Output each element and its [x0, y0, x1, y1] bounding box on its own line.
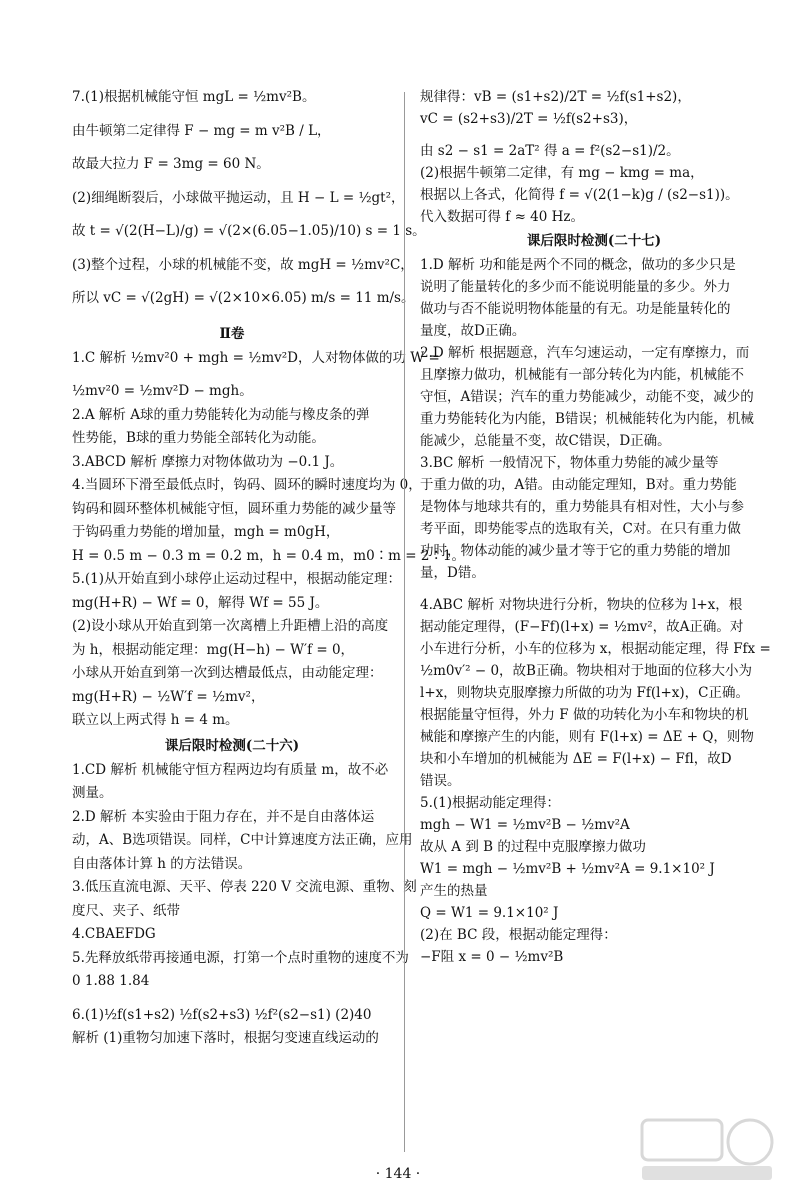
text-line: 动，A、B选项错误。同样，C中计算速度方法正确，应用	[72, 832, 413, 848]
text-line: 所以 vC = √(2gH) = √(2×10×6.05) m/s = 11 m/s。	[72, 290, 415, 306]
spacer	[420, 584, 768, 594]
text-line: 量，D错。	[420, 565, 485, 581]
text-line: 1.C 解析 ½mv²0 + mgh = ½mv²D，人对物体做的功 W =	[72, 349, 440, 366]
text-line: 能减少，总能量不变，故C错误，D正确。	[420, 433, 671, 449]
text-line: 由 s2 − s1 = 2aT² 得 a = f²(s2−s1)/2。	[420, 143, 680, 159]
spacer	[72, 277, 392, 287]
text-line: 产生的热量	[420, 883, 488, 899]
text-line: 3.ABCD 解析 摩擦力对物体做功为 −0.1 J。	[72, 453, 344, 470]
text-line: (2)细绳断裂后，小球做平抛运动，且 H − L = ½gt²，	[72, 189, 405, 206]
section-title: 课后限时检测(二十六)	[164, 737, 300, 754]
spacer	[72, 370, 392, 380]
text-line: 械能和摩擦产生的内能，则有 F(l+x) = ΔE + Q，则物	[420, 729, 754, 745]
text-line: (2)在 BC 段，根据动能定理得：	[420, 927, 617, 943]
text-line: 重力势能转化为内能，B错误；机械能转化为内能，机械	[420, 411, 754, 427]
text-line: 5.先释放纸带再接通电源，打第一个点时重物的速度不为	[72, 949, 409, 966]
spacer	[72, 110, 392, 120]
spacer	[72, 210, 392, 220]
text-line: 于钩码重力势能的增加量，mgh = m0gH，	[72, 524, 340, 540]
text-line: 小球从开始直到第一次到达槽最低点，由动能定理：	[72, 665, 383, 681]
text-line: 据动能定理得，(F−Ff)(l+x) = ½mv²，故A正确。对	[420, 619, 744, 635]
section-title: 课后限时检测(二十七)	[526, 233, 662, 249]
text-line: 钩码和圆环整体机械能守恒，圆环重力势能的减少量等	[72, 500, 396, 517]
text-line: 1.CD 解析 机械能守恒方程两边均有质量 m，故不必	[72, 761, 389, 778]
text-line: 功时，物体动能的减少量才等于它的重力势能的增加	[420, 543, 731, 559]
spacer	[72, 177, 392, 187]
text-line: 故 t = √(2(H−L)/g) = √(2×(6.05−1.05)/10) s = 1 s。	[72, 223, 426, 239]
text-line: 且摩擦力做功，机械能有一部分转化为内能，机械能不	[420, 367, 744, 383]
spacer	[72, 244, 392, 254]
text-line: 2.D 解析 根据题意，汽车匀速运动，一定有摩擦力，而	[420, 345, 750, 361]
text-line: 度尺、夹子、纸带	[72, 902, 180, 919]
text-line: 性势能，B球的重力势能全部转化为动能。	[72, 430, 325, 446]
text-line: H = 0.5 m − 0.3 m = 0.2 m，h = 0.4 m，m0∶m = 2∶1。	[72, 547, 466, 564]
spacer	[72, 994, 392, 1004]
text-line: Q = W1 = 9.1×10² J	[420, 905, 559, 921]
text-line: 根据能量守恒得，外力 F 做的功转化为小车和物块的机	[420, 707, 749, 723]
text-line: W1 = mgh − ½mv²B + ½mv²A = 9.1×10² J	[420, 861, 715, 877]
text-line: 1.D 解析 功和能是两个不同的概念，做功的多少只是	[420, 257, 736, 273]
text-line: 6.(1)½f(s1+s2) ½f(s2+s3) ½f²(s2−s1) (2)40	[72, 1006, 372, 1023]
text-line: 错误。	[420, 773, 461, 789]
spacer	[420, 130, 768, 140]
text-line: (2)设小球从开始直到第一次离槽上升距槽上沿的高度	[72, 618, 389, 634]
section-title: Ⅱ卷	[219, 325, 245, 342]
text-line: ½m0v′² − 0，故B正确。物块相对于地面的位移大小为	[420, 663, 752, 679]
right-column	[420, 86, 771, 968]
text-line: mg(H+R) − Wf = 0，解得 Wf = 55 J。	[72, 594, 329, 611]
column-divider	[404, 92, 405, 1152]
text-line: vC = (s2+s3)/2T = ½f(s2+s3)，	[420, 111, 638, 127]
text-line: (3)整个过程，小球的机械能不变，故 mgH = ½mv²C，	[72, 256, 414, 273]
text-line: 4.CBAEFDG	[72, 926, 156, 942]
spacer	[72, 311, 392, 321]
text-line: mgh − W1 = ½mv²B − ½mv²A	[420, 817, 630, 833]
text-line: 根据以上各式，化简得 f = √(2(1−k)g / (s2−s1))。	[420, 187, 739, 203]
text-line: 2.A 解析 A球的重力势能转化为动能与橡皮条的弹	[72, 406, 370, 423]
text-line: 做功与否不能说明物体能量的有无。功是能量转化的	[420, 301, 731, 317]
text-line: 代入数据可得 f ≈ 40 Hz。	[420, 209, 585, 225]
text-line: 守恒，A错误；汽车的重力势能减少，动能不变，减少的	[420, 389, 754, 405]
text-line: 联立以上两式得 h = 4 m。	[72, 712, 239, 728]
text-line: 4.当圆环下滑至最低点时，钩码、圆环的瞬时速度均为 0，	[72, 477, 422, 493]
text-line: −F阻 x = 0 − ½mv²B	[420, 949, 564, 965]
text-line: 故从 A 到 B 的过程中克服摩擦力做功	[420, 839, 646, 855]
text-line: 测量。	[72, 785, 113, 801]
text-line: 规律得：vB = (s1+s2)/2T = ½f(s1+s2)，	[420, 89, 691, 105]
text-line: 考平面，即势能零点的选取有关，C对。在只有重力做	[420, 521, 741, 537]
text-line: 为 h，根据动能定理：mg(H−h) − W′f = 0，	[72, 641, 355, 658]
spacer	[72, 143, 392, 153]
text-line: 说明了能量转化的多少而不能说明能量的多少。外力	[420, 279, 731, 295]
text-line: 块和小车增加的机械能为 ΔE = F(l+x) − Ffl，故D	[420, 751, 732, 767]
text-line: 小车进行分析，小车的位移为 x，根据动能定理，得 Ffx =	[420, 641, 771, 657]
text-line: 7.(1)根据机械能守恒 mgL = ½mv²B。	[72, 89, 316, 105]
text-line: (2)根据牛顿第二定律，有 mg − kmg = ma，	[420, 165, 704, 181]
text-line: 5.(1)根据动能定理得：	[420, 795, 561, 811]
text-line: 3.BC 解析 一般情况下，物体重力势能的减少量等	[420, 455, 719, 471]
text-line: 2.D 解析 本实验由于阻力存在，并不是自由落体运	[72, 808, 375, 825]
text-line: 于重力做的功，A错。由动能定理知，B对。重力势能	[420, 477, 737, 493]
text-line: 故最大拉力 F = 3mg = 60 N。	[72, 156, 270, 172]
text-line: 由牛顿第二定律得 F − mg = m v²B / L，	[72, 122, 331, 139]
text-line: l+x，则物块克服摩擦力所做的功为 Ff(l+x)，C正确。	[420, 685, 750, 701]
watermark-logo-icon	[632, 1106, 782, 1186]
text-line: mg(H+R) − ½W′f = ½mv²，	[72, 688, 265, 705]
text-line: 自由落体计算 h 的方法错误。	[72, 855, 252, 872]
text-line: 4.ABC 解析 对物块进行分析，物块的位移为 l+x，根	[420, 597, 743, 613]
text-line: 是物体与地球共有的，重力势能具有相对性，大小与参	[420, 499, 744, 515]
text-line: 5.(1)从开始直到小球停止运动过程中，根据动能定理：	[72, 571, 402, 587]
text-line: 量度，故D正确。	[420, 323, 526, 339]
text-line: 解析 (1)重物匀加速下落时，根据匀变速直线运动的	[72, 1030, 379, 1046]
text-line: 3.低压直流电源、天平、停表 220 V 交流电源、重物、刻	[72, 879, 417, 895]
text-line: 0 1.88 1.84	[72, 973, 150, 989]
page-number: · 144 ·	[375, 1166, 421, 1182]
text-line: ½mv²0 = ½mv²D − mgh。	[72, 383, 253, 399]
